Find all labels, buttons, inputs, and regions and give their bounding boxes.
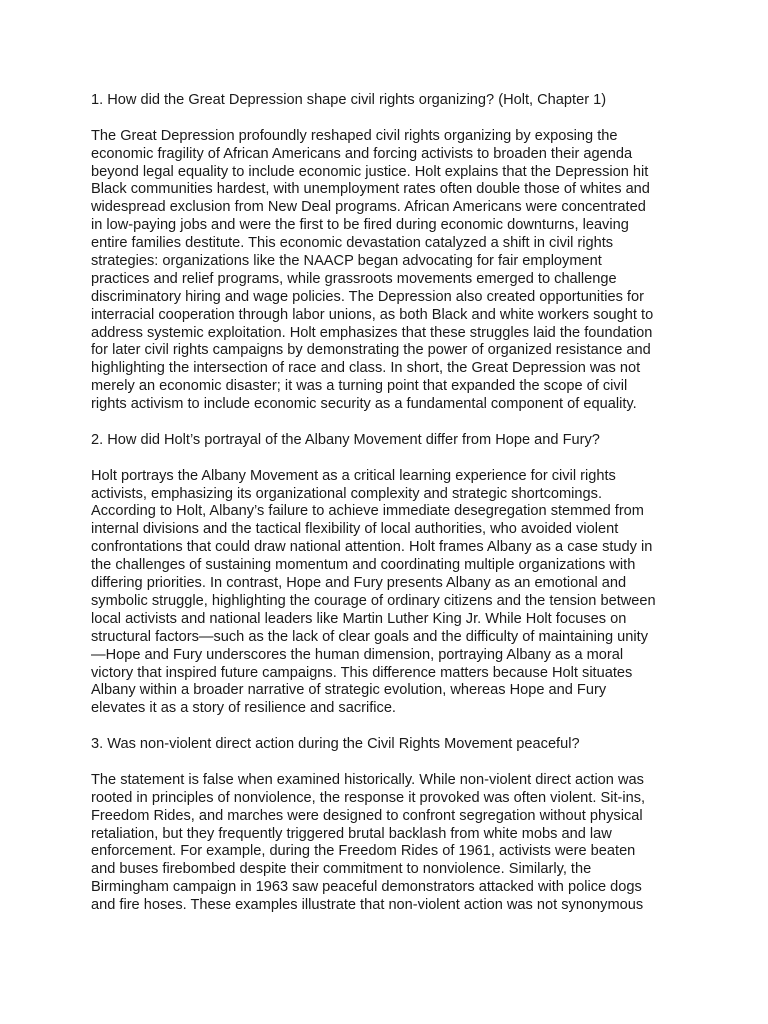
answer-line: retaliation, but they frequently triggered brutal backlash from white mobs and law xyxy=(91,825,612,842)
answer-line: widespread exclusion from New Deal programs. African Americans were concentrated xyxy=(91,199,646,216)
answer-line: activists, emphasizing its organizational complexity and strategic shortcomings. xyxy=(91,485,603,502)
answer-line: Albany within a broader narrative of strategic evolution, whereas Hope and Fury xyxy=(91,682,607,699)
answer-line: enforcement. For example, during the Freedom Rides of 1961, activists were beaten xyxy=(91,843,636,860)
answer-line: Birmingham campaign in 1963 saw peaceful demonstrators attacked with police dogs xyxy=(91,879,642,896)
question-heading xyxy=(91,736,675,754)
answer-line: interracial cooperation through labor unions, as both Black and white workers sought to xyxy=(91,306,654,323)
answer-line: elevates it as a story of resilience and sacrifice. xyxy=(91,700,396,717)
question-line: 2. How did Holt’s portrayal of the Albany Movement differ from Hope and Fury? xyxy=(91,431,600,448)
answer-paragraph xyxy=(91,772,675,915)
answer-line: internal divisions and the tactical flexibility of local authorities, who avoided violent xyxy=(91,521,619,538)
answer-line: in low-paying jobs and were the first to be fired during economic downturns, leaving xyxy=(91,217,629,234)
paragraph-spacer xyxy=(91,450,675,468)
answer-line: structural factors—such as the lack of clear goals and the difficulty of maintaining unity xyxy=(91,628,649,645)
answer-line: discriminatory hiring and wage policies. The Depression also created opportunities for xyxy=(91,288,644,305)
question-heading xyxy=(91,432,675,450)
answer-line: for later civil rights campaigns by demonstrating the power of organized resistance and xyxy=(91,342,651,359)
answer-line: Black communities hardest, with unemployment rates often double those of whites and xyxy=(91,181,650,198)
answer-line: rooted in principles of nonviolence, the response it provoked was often violent. Sit-ins, xyxy=(91,789,646,806)
answer-paragraph xyxy=(91,128,675,414)
answer-line: differing priorities. In contrast, Hope and Fury presents Albany as an emotional and xyxy=(91,575,627,592)
question-line: 3. Was non-violent direct action during the Civil Rights Movement peaceful? xyxy=(91,736,580,753)
section-1 xyxy=(91,92,675,432)
document-body xyxy=(91,92,675,915)
question-heading xyxy=(91,92,675,110)
paragraph-spacer xyxy=(91,718,675,736)
answer-line: confrontations that could draw national attention. Holt frames Albany as a case study in xyxy=(91,539,653,556)
answer-line: address systemic exploitation. Holt emphasizes that these struggles laid the foundation xyxy=(91,324,653,341)
section-3 xyxy=(91,736,675,915)
answer-line: rights activism to include economic security as a fundamental component of equality. xyxy=(91,396,637,413)
answer-line: local activists and national leaders like Martin Luther King Jr. While Holt focuses on xyxy=(91,610,627,627)
answer-line: According to Holt, Albany’s failure to achieve immediate desegregation stemmed from xyxy=(91,503,644,520)
answer-line: and buses firebombed despite their commitment to nonviolence. Similarly, the xyxy=(91,861,592,878)
answer-line: highlighting the intersection of race and class. In short, the Great Depression was not xyxy=(91,360,641,377)
answer-line: practices and relief programs, while grassroots movements emerged to challenge xyxy=(91,270,617,287)
answer-line: merely an economic disaster; it was a turning point that expanded the scope of civil xyxy=(91,378,628,395)
answer-line: Holt portrays the Albany Movement as a critical learning experience for civil rights xyxy=(91,467,616,484)
question-line: 1. How did the Great Depression shape civil rights organizing? (Holt, Chapter 1) xyxy=(91,92,607,108)
answer-line: the challenges of sustaining momentum and coordinating multiple organizations with xyxy=(91,557,636,574)
answer-line: The statement is false when examined historically. While non-violent direct action was xyxy=(91,771,644,788)
answer-line: victory that inspired future campaigns. This difference matters because Holt situates xyxy=(91,664,633,681)
answer-line: beyond legal equality to include economic justice. Holt explains that the Depression hit xyxy=(91,163,649,180)
paragraph-spacer xyxy=(91,754,675,772)
answer-line: and fire hoses. These examples illustrate that non-violent action was not synonymous xyxy=(91,897,644,914)
answer-line: —Hope and Fury underscores the human dimension, portraying Albany as a moral xyxy=(91,646,624,663)
answer-line: entire families destitute. This economic devastation catalyzed a shift in civil rights xyxy=(91,235,614,252)
answer-line: economic fragility of African Americans and forcing activists to broaden their agenda xyxy=(91,145,633,162)
paragraph-spacer xyxy=(91,414,675,432)
section-2 xyxy=(91,432,675,736)
answer-line: symbolic struggle, highlighting the courage of ordinary citizens and the tension between xyxy=(91,592,656,609)
answer-line: strategies: organizations like the NAACP began advocating for fair employment xyxy=(91,253,602,270)
answer-line: The Great Depression profoundly reshaped civil rights organizing by exposing the xyxy=(91,127,618,144)
answer-line: Freedom Rides, and marches were designed to confront segregation without physical xyxy=(91,807,643,824)
answer-paragraph xyxy=(91,468,675,718)
paragraph-spacer xyxy=(91,110,675,128)
